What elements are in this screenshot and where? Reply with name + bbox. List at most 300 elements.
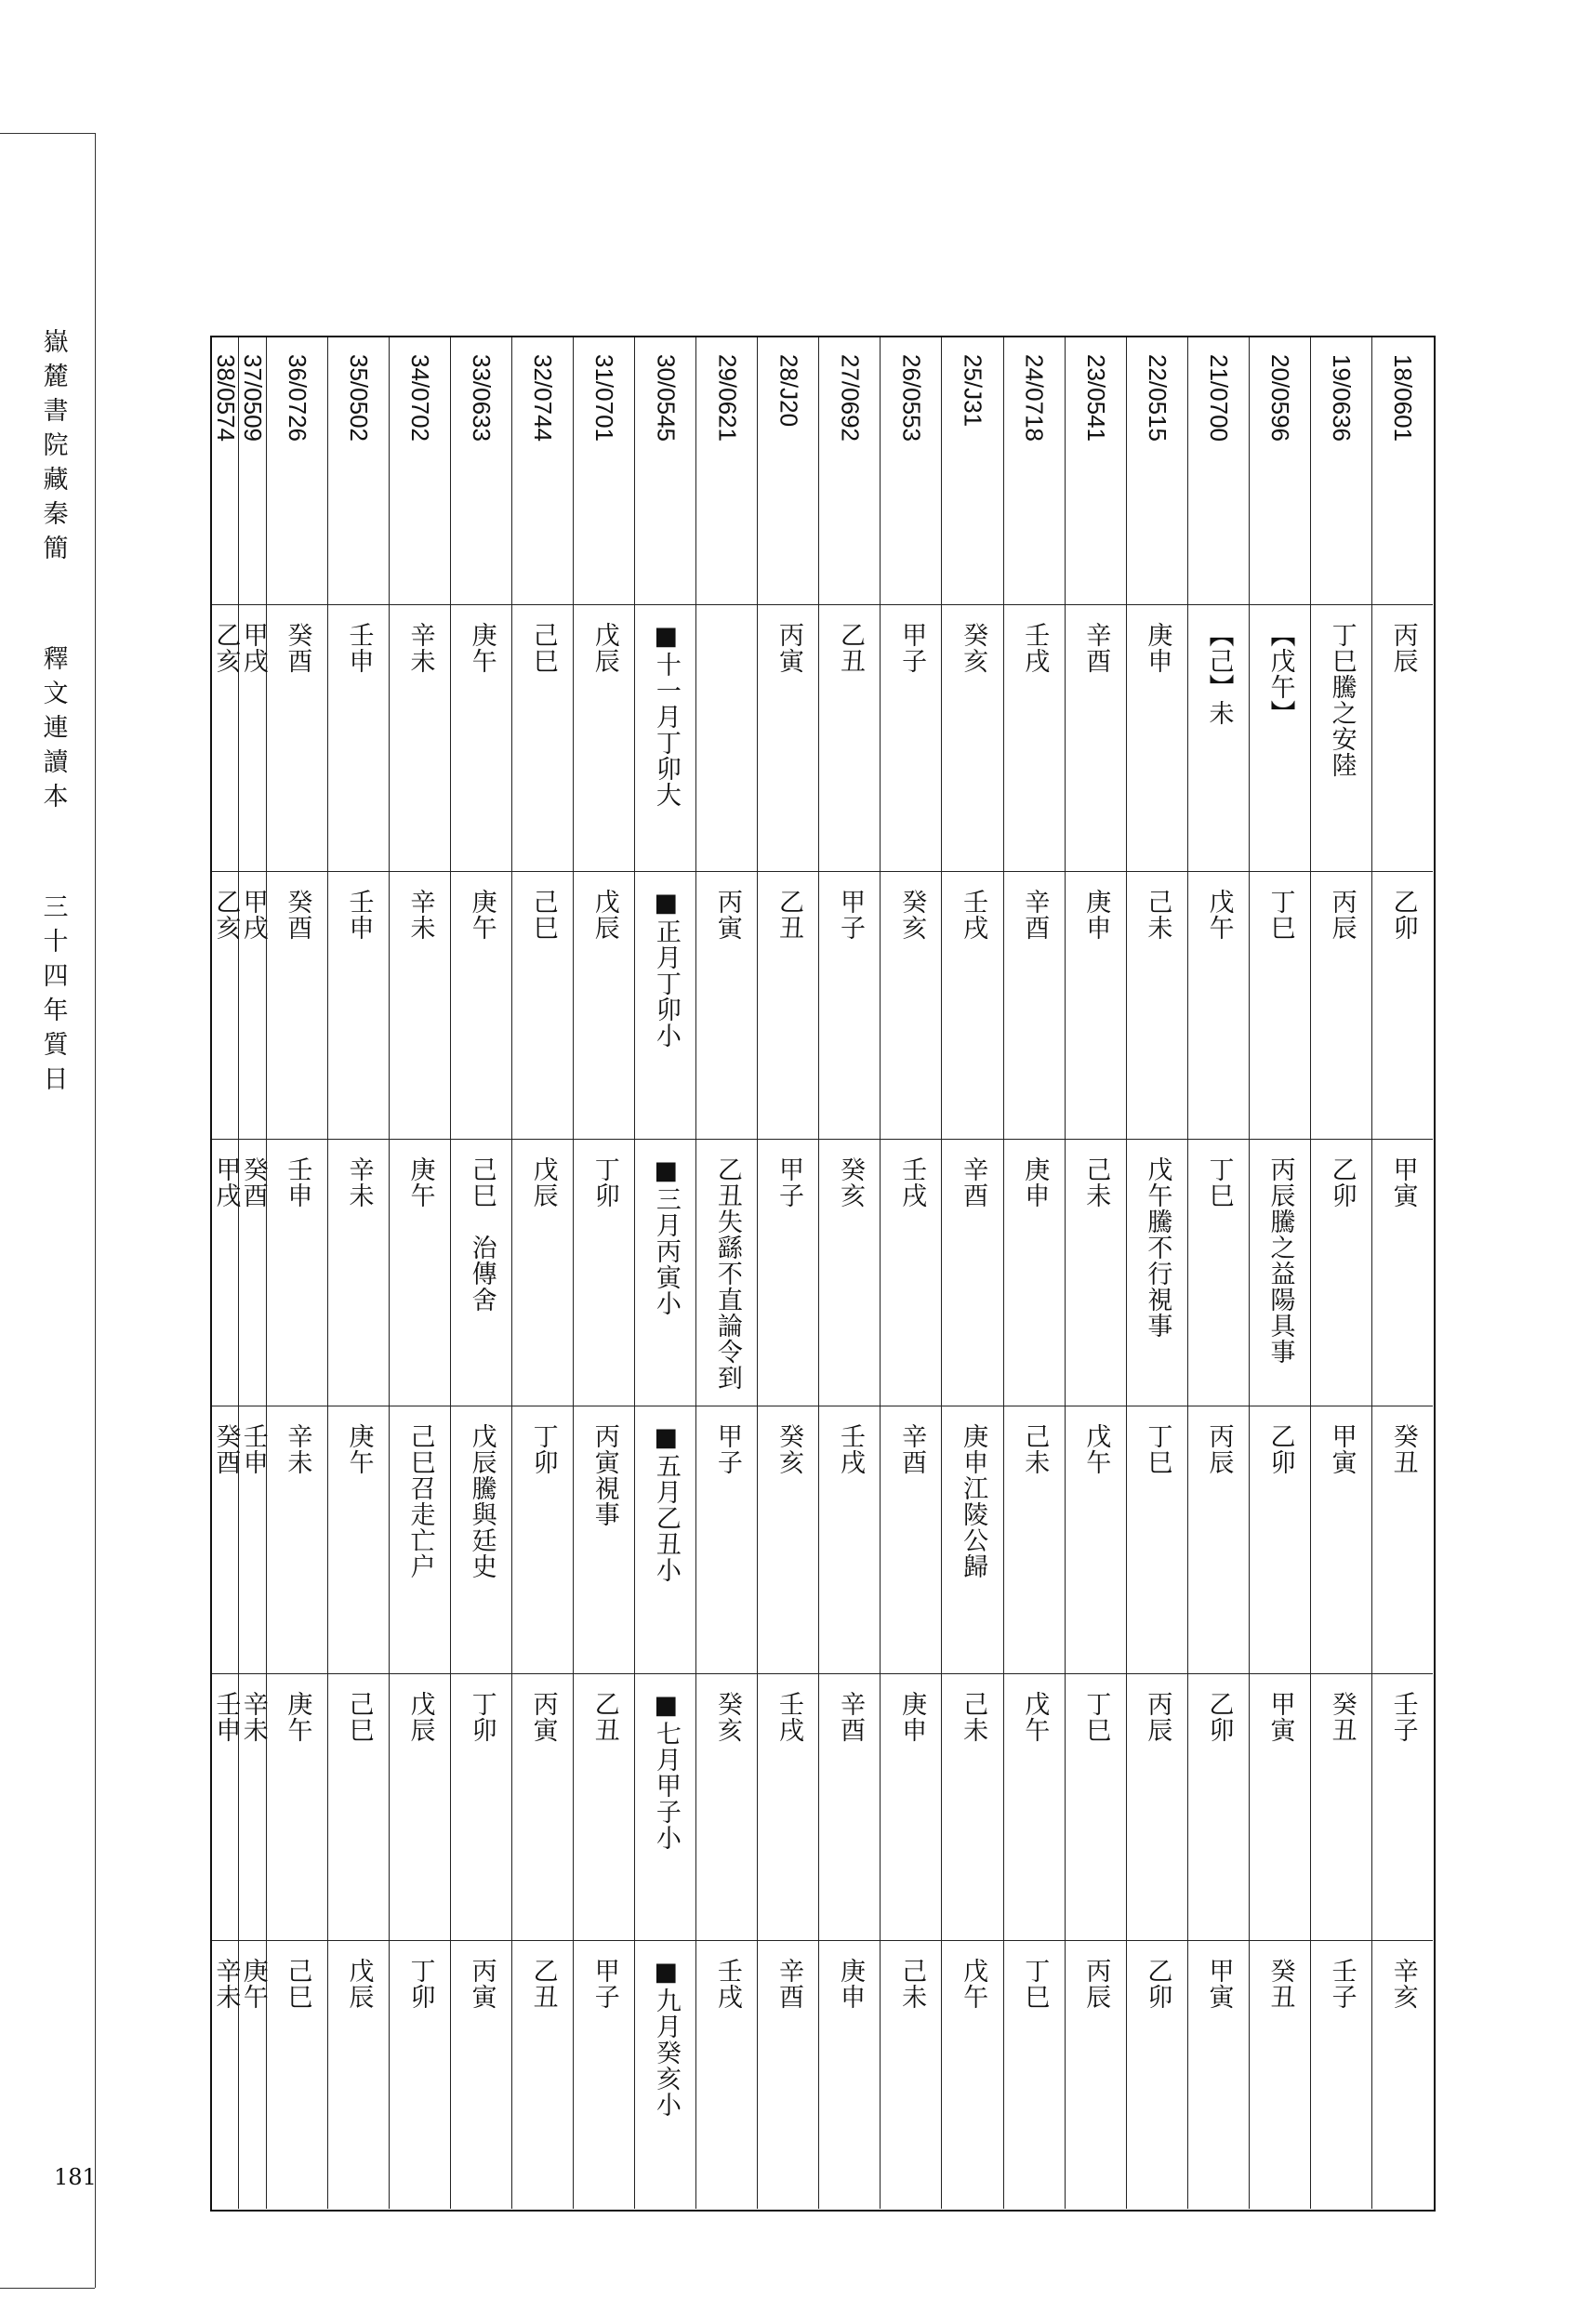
cell-text: 己巳 <box>283 1958 312 2011</box>
cell-text: 乙卯 <box>1265 1423 1295 1476</box>
cell-text: 甲寅 <box>1204 1958 1234 2011</box>
cell-text: 【己】未 <box>1204 621 1234 726</box>
table-cell <box>1371 1941 1433 2209</box>
table-cell <box>266 1674 327 1942</box>
cell-text: 辛酉 <box>1020 889 1050 942</box>
table-cell <box>1065 605 1126 873</box>
slip-number-cell <box>634 337 695 605</box>
table-cell <box>818 1674 880 1942</box>
slip-number-cell <box>511 337 573 605</box>
cell-text: 癸酉 <box>283 621 312 674</box>
table-cell <box>941 1140 1002 1407</box>
slip-number: 29/0621 <box>713 354 742 442</box>
table-cell <box>757 605 818 873</box>
table-cell <box>1249 1406 1310 1674</box>
cell-text: 辛酉 <box>897 1423 927 1476</box>
table-cell <box>1003 872 1065 1140</box>
cell-text: 丁巳 <box>1204 1155 1234 1208</box>
cell-text: 丙寅 <box>467 1958 497 2011</box>
table-cell <box>1126 1140 1187 1407</box>
cell-text: 戊辰 <box>344 1958 374 2011</box>
table-cell <box>818 1140 880 1407</box>
cell-text: 辛未 <box>344 1155 374 1208</box>
cell-text: 甲寅 <box>1327 1423 1357 1476</box>
slip-number: 30/0545 <box>652 354 681 442</box>
table-cell <box>511 605 573 873</box>
slip-number-cell <box>327 337 389 605</box>
table-cell <box>757 1941 818 2209</box>
cell-text: 甲子 <box>836 889 866 942</box>
cell-text: 己巳 <box>528 621 558 674</box>
table-cell <box>634 1140 695 1407</box>
table-cell <box>1371 1140 1433 1407</box>
table-cell <box>695 605 757 873</box>
cell-text: 壬申 <box>283 1155 312 1208</box>
cell-text: 戊辰 <box>405 1690 435 1743</box>
cell-text: 丙寅 <box>528 1690 558 1743</box>
cell-text: 【戊午】 <box>1265 621 1295 726</box>
table-cell <box>634 1674 695 1942</box>
cell-text: 戊午 <box>1081 1423 1111 1476</box>
slip-number-cell <box>757 337 818 605</box>
cell-text: 己巳 <box>528 889 558 942</box>
table-cell <box>450 605 511 873</box>
cell-text: 丙辰 <box>1143 1690 1172 1743</box>
table-cell <box>238 1140 268 1407</box>
table-cell <box>1249 605 1310 873</box>
table-cell <box>757 1674 818 1942</box>
cell-text: 癸酉 <box>211 1423 241 1476</box>
table-cell <box>1065 1140 1126 1407</box>
cell-text: 辛未 <box>211 1958 241 2011</box>
cell-text: 壬申 <box>344 621 374 674</box>
slip-number: 38/0574 <box>211 354 240 442</box>
table-cell <box>327 1140 389 1407</box>
table-cell <box>238 1406 268 1674</box>
slip-number: 28/J20 <box>775 354 803 428</box>
table-cell <box>757 872 818 1140</box>
table-cell <box>573 605 634 873</box>
slip-number-cell <box>1126 337 1187 605</box>
cell-text: 辛酉 <box>959 1155 988 1208</box>
cell-text: 丁巳 <box>1265 889 1295 942</box>
table-cell <box>1310 1406 1371 1674</box>
cell-text: 壬戌 <box>897 1155 927 1208</box>
table-cell <box>511 1941 573 2209</box>
table-cell <box>880 1674 941 1942</box>
table-cell <box>941 1406 1002 1674</box>
table-cell <box>1126 872 1187 1140</box>
table-cell <box>818 1941 880 2209</box>
table-cell <box>389 872 450 1140</box>
slip-number-cell <box>880 337 941 605</box>
cell-text: 辛未 <box>283 1423 312 1476</box>
slip-number-cell <box>941 337 1002 605</box>
table-cell <box>1126 605 1187 873</box>
slip-number-cell <box>1187 337 1249 605</box>
slip-number-cell <box>450 337 511 605</box>
table-cell <box>757 1140 818 1407</box>
slip-number: 26/0553 <box>897 354 926 442</box>
cell-text: 丁巳 <box>1020 1958 1050 2011</box>
cell-text: 庚申 <box>836 1958 866 2011</box>
calendar-grid <box>212 337 1433 2209</box>
cell-text: 乙丑失繇不直論令到 <box>712 1155 742 1391</box>
table-cell <box>266 1406 327 1674</box>
table-cell <box>327 1406 389 1674</box>
cell-text: 己未 <box>1143 889 1172 942</box>
cell-text: 辛酉 <box>836 1690 866 1743</box>
cell-text: 甲子 <box>897 621 927 674</box>
table-cell <box>450 1140 511 1407</box>
cell-text: 庚午 <box>238 1958 268 2011</box>
cell-text: 丁卯 <box>589 1155 619 1208</box>
table-cell <box>266 872 327 1140</box>
cell-text: 甲戌 <box>238 889 268 942</box>
table-cell <box>1310 1674 1371 1942</box>
table-cell <box>880 1406 941 1674</box>
cell-text: 庚申 <box>897 1690 927 1743</box>
cell-text: 癸丑 <box>1265 1958 1295 2011</box>
cell-text: 壬戌 <box>836 1423 866 1476</box>
cell-text: 辛未 <box>405 889 435 942</box>
table-cell <box>389 1406 450 1674</box>
table-cell <box>266 1941 327 2209</box>
table-cell <box>211 1406 241 1674</box>
cell-text: 丁卯 <box>528 1423 558 1476</box>
margin-rule-bottom <box>0 2288 95 2289</box>
slip-number-cell <box>389 337 450 605</box>
table-cell <box>211 1140 241 1407</box>
table-cell <box>634 1941 695 2209</box>
slip-number: 19/0636 <box>1328 354 1357 442</box>
table-cell <box>573 1140 634 1407</box>
cell-text: 戊辰 <box>589 889 619 942</box>
cell-text: 乙卯 <box>1143 1958 1172 2011</box>
slip-number: 24/0718 <box>1020 354 1049 442</box>
cell-text: 乙亥 <box>211 889 241 942</box>
slip-number: 27/0692 <box>836 354 865 442</box>
cell-text: 乙卯 <box>1204 1690 1234 1743</box>
calendar-table <box>210 336 1436 2212</box>
cell-text: 壬申 <box>344 889 374 942</box>
slip-number-cell <box>818 337 880 605</box>
table-cell <box>880 605 941 873</box>
cell-text: ■三月丙寅小 <box>651 1155 681 1316</box>
slip-number-cell <box>695 337 757 605</box>
cell-text: 丙辰騰之益陽具事 <box>1265 1155 1295 1365</box>
table-cell <box>1187 872 1249 1140</box>
cell-text: 乙亥 <box>211 621 241 674</box>
table-cell <box>1003 1140 1065 1407</box>
slip-number: 23/0541 <box>1081 354 1110 442</box>
cell-text: 戊午 <box>959 1958 988 2011</box>
cell-text: 己巳 <box>344 1690 374 1743</box>
slip-number-cell <box>1249 337 1310 605</box>
cell-text: ■七月甲子小 <box>651 1690 681 1851</box>
slip-number: 36/0726 <box>283 354 311 442</box>
cell-text: 乙丑 <box>589 1690 619 1743</box>
table-cell <box>238 605 268 873</box>
cell-text: 乙卯 <box>1327 1155 1357 1208</box>
cell-text: 甲戌 <box>211 1155 241 1208</box>
cell-text: 乙丑 <box>528 1958 558 2011</box>
table-cell <box>1126 1941 1187 2209</box>
table-cell <box>1371 1406 1433 1674</box>
cell-text: 癸亥 <box>897 889 927 942</box>
cell-text: 庚午 <box>467 889 497 942</box>
cell-text: 己未 <box>1020 1423 1050 1476</box>
cell-text: 戊辰 <box>528 1155 558 1208</box>
cell-text: 癸丑 <box>1388 1423 1418 1476</box>
table-cell <box>389 1674 450 1942</box>
table-cell <box>941 1674 1002 1942</box>
cell-text: 丁巳 <box>1143 1423 1172 1476</box>
slip-number: 37/0509 <box>239 354 268 442</box>
running-head <box>37 330 74 1213</box>
table-cell <box>695 1674 757 1942</box>
table-cell <box>211 872 241 1140</box>
slip-number: 31/0701 <box>590 354 619 442</box>
cell-text: 壬子 <box>1327 1958 1357 2011</box>
cell-text: 庚午 <box>405 1155 435 1208</box>
cell-text: 癸亥 <box>959 621 988 674</box>
cell-text: 己巳召走亡户 <box>405 1423 435 1580</box>
table-cell <box>389 1941 450 2209</box>
slip-number: 18/0601 <box>1389 354 1418 442</box>
table-cell <box>880 1140 941 1407</box>
cell-text: 甲子 <box>589 1958 619 2011</box>
cell-text: 甲寅 <box>1388 1155 1418 1208</box>
cell-text: 庚申江陵公歸 <box>959 1423 988 1580</box>
table-cell <box>389 605 450 873</box>
table-cell <box>450 1674 511 1942</box>
cell-text: ■正月丁卯小 <box>651 889 681 1050</box>
cell-text: 壬戌 <box>774 1690 803 1743</box>
cell-text: 庚申 <box>1081 889 1111 942</box>
cell-text: 壬申 <box>211 1690 241 1743</box>
cell-text: 癸酉 <box>238 1155 268 1208</box>
margin-rule-top <box>0 133 95 134</box>
page-number: 181 <box>54 2164 97 2190</box>
table-cell <box>634 872 695 1140</box>
table-cell <box>1310 872 1371 1140</box>
running-head-book-title: 嶽 麓 書 院 藏 秦 簡 <box>43 328 69 563</box>
table-cell <box>573 1941 634 2209</box>
cell-text: 甲子 <box>774 1155 803 1208</box>
cell-text: 癸亥 <box>774 1423 803 1476</box>
cell-text: 辛亥 <box>1388 1958 1418 2011</box>
cell-text: 癸亥 <box>836 1155 866 1208</box>
table-cell <box>634 1406 695 1674</box>
table-cell <box>327 605 389 873</box>
table-cell <box>941 605 1002 873</box>
cell-text: 己未 <box>1081 1155 1111 1208</box>
cell-text: 己未 <box>959 1690 988 1743</box>
table-cell <box>1187 1941 1249 2209</box>
cell-text: 丙辰 <box>1204 1423 1234 1476</box>
table-cell <box>880 872 941 1140</box>
cell-text: 庚午 <box>344 1423 374 1476</box>
table-cell <box>941 1941 1002 2209</box>
table-cell <box>1310 605 1371 873</box>
margin-rule-vertical <box>95 133 96 2288</box>
table-cell <box>1003 1941 1065 2209</box>
cell-text: 甲戌 <box>238 621 268 674</box>
table-cell <box>1003 1406 1065 1674</box>
table-cell <box>757 1406 818 1674</box>
cell-text: ■十一月丁卯大 <box>651 621 681 808</box>
cell-text: 丙寅 <box>712 889 742 942</box>
table-cell <box>450 1406 511 1674</box>
cell-text: ■五月乙丑小 <box>651 1423 681 1584</box>
table-cell <box>1187 1140 1249 1407</box>
table-cell <box>450 872 511 1140</box>
cell-text: 丙辰 <box>1081 1958 1111 2011</box>
cell-text: 庚午 <box>283 1690 312 1743</box>
cell-text: 辛未 <box>238 1690 268 1743</box>
table-cell <box>1371 1674 1433 1942</box>
table-cell <box>1371 605 1433 873</box>
table-cell <box>211 1941 241 2209</box>
cell-text: 戊午 <box>1204 889 1234 942</box>
cell-text: 壬戌 <box>959 889 988 942</box>
cell-text: 戊辰 <box>589 621 619 674</box>
table-cell <box>1065 872 1126 1140</box>
table-cell <box>511 1406 573 1674</box>
table-cell <box>695 1406 757 1674</box>
table-cell <box>818 605 880 873</box>
cell-text: 壬戌 <box>712 1958 742 2011</box>
table-cell <box>1187 1674 1249 1942</box>
cell-text: 辛酉 <box>1081 621 1111 674</box>
cell-text: 丁巳 <box>1081 1690 1111 1743</box>
table-cell <box>511 1140 573 1407</box>
cell-text: 乙丑 <box>774 889 803 942</box>
slip-number: 21/0700 <box>1204 354 1233 442</box>
slip-number: 35/0502 <box>344 354 373 442</box>
cell-text: 癸丑 <box>1327 1690 1357 1743</box>
table-cell <box>1249 1674 1310 1942</box>
table-cell <box>634 605 695 873</box>
slip-number-cell <box>1065 337 1126 605</box>
table-cell <box>1187 605 1249 873</box>
cell-text: 丁卯 <box>467 1690 497 1743</box>
cell-text: 庚申 <box>1020 1155 1050 1208</box>
table-cell <box>327 872 389 1140</box>
cell-text: 丁卯 <box>405 1958 435 2011</box>
table-cell <box>1310 1140 1371 1407</box>
slip-number: 20/0596 <box>1265 354 1294 442</box>
slip-number-cell <box>1310 337 1371 605</box>
cell-text: 丙辰 <box>1327 889 1357 942</box>
table-cell <box>941 872 1002 1140</box>
slip-number: 25/J31 <box>959 354 987 428</box>
cell-text: 癸亥 <box>712 1690 742 1743</box>
table-cell <box>1126 1406 1187 1674</box>
cell-text: 辛酉 <box>774 1958 803 2011</box>
table-cell <box>266 605 327 873</box>
table-cell <box>695 872 757 1140</box>
table-cell <box>211 605 241 873</box>
table-cell <box>238 872 268 1140</box>
table-cell <box>1003 1674 1065 1942</box>
table-cell <box>880 1941 941 2209</box>
slip-number: 34/0702 <box>406 354 435 442</box>
cell-text: 戊午 <box>1020 1690 1050 1743</box>
table-cell <box>211 1674 241 1942</box>
table-cell <box>1371 872 1433 1140</box>
cell-text: 甲子 <box>712 1423 742 1476</box>
table-cell <box>573 872 634 1140</box>
cell-text: 乙丑 <box>836 621 866 674</box>
table-cell <box>389 1140 450 1407</box>
slip-number: 22/0515 <box>1143 354 1172 442</box>
slip-number-cell <box>266 337 327 605</box>
table-cell <box>511 1674 573 1942</box>
table-cell <box>1310 1941 1371 2209</box>
table-cell <box>1065 1941 1126 2209</box>
slip-number-cell <box>573 337 634 605</box>
table-cell <box>1249 1941 1310 2209</box>
table-cell <box>1187 1406 1249 1674</box>
cell-text: ■九月癸亥小 <box>651 1958 681 2119</box>
cell-text: 丙寅 <box>774 621 803 674</box>
slip-number: 32/0744 <box>529 354 558 442</box>
cell-text: 戊午騰不行視事 <box>1143 1155 1172 1339</box>
cell-text: 庚申 <box>1143 621 1172 674</box>
table-cell <box>1249 1140 1310 1407</box>
slip-number-cell <box>238 337 268 605</box>
table-cell <box>238 1941 268 2209</box>
table-cell <box>266 1140 327 1407</box>
cell-text: 乙卯 <box>1388 889 1418 942</box>
cell-text: 甲寅 <box>1265 1690 1295 1743</box>
running-head-chapter: 三 十 四 年 質 日 <box>43 893 69 1094</box>
cell-text: 壬申 <box>238 1423 268 1476</box>
running-head-section: 釋 文 連 讀 本 <box>43 645 69 812</box>
table-cell <box>695 1140 757 1407</box>
table-cell <box>1003 605 1065 873</box>
cell-text: 辛未 <box>405 621 435 674</box>
table-cell <box>1065 1674 1126 1942</box>
table-cell <box>1249 872 1310 1140</box>
table-cell <box>327 1674 389 1942</box>
cell-text: 壬戌 <box>1020 621 1050 674</box>
cell-text: 己巳 治傳舍 <box>467 1155 497 1313</box>
slip-number-cell <box>1371 337 1433 605</box>
cell-text: 丙辰 <box>1388 621 1418 674</box>
table-cell <box>450 1941 511 2209</box>
cell-text: 丙寅視事 <box>589 1423 619 1528</box>
table-cell <box>1065 1406 1126 1674</box>
table-cell <box>818 1406 880 1674</box>
cell-text: 壬子 <box>1388 1690 1418 1743</box>
cell-text: 癸酉 <box>283 889 312 942</box>
cell-text: 庚午 <box>467 621 497 674</box>
table-cell <box>1126 1674 1187 1942</box>
table-cell <box>573 1674 634 1942</box>
table-cell <box>818 872 880 1140</box>
table-cell <box>511 872 573 1140</box>
table-cell <box>327 1941 389 2209</box>
cell-text: 己未 <box>897 1958 927 2011</box>
slip-number-cell <box>1003 337 1065 605</box>
table-cell <box>573 1406 634 1674</box>
table-cell <box>695 1941 757 2209</box>
cell-text: 戊辰騰與廷史 <box>467 1423 497 1580</box>
slip-number-cell <box>212 337 238 605</box>
